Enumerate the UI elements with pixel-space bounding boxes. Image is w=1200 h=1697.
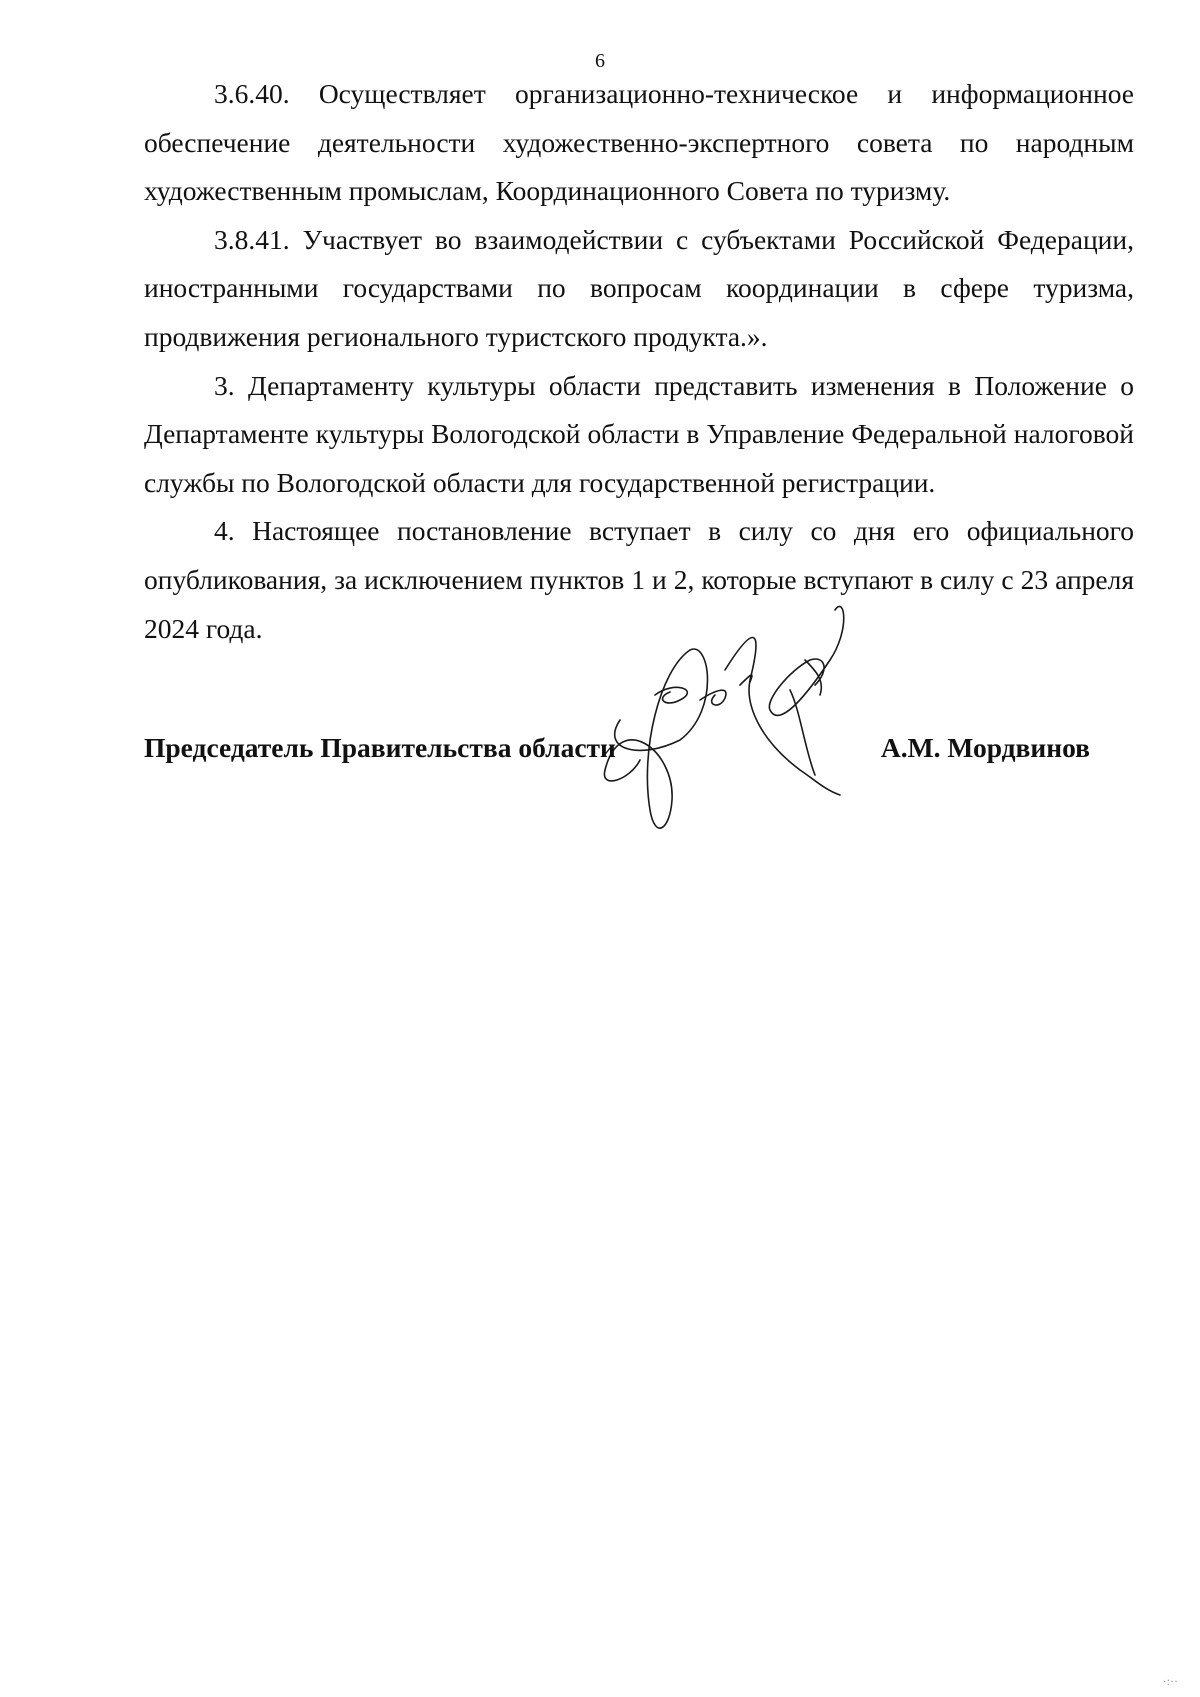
paragraph-3-8-41: 3.8.41. Участвует во взаимодействии с субъектами Российской Федерации, иностранными государствами по вопросам координации в сфере туризма, продвижения регионального туристского продукта.».	[144, 223, 1134, 352]
document-body	[144, 70, 1134, 653]
paragraph-3-6-40: 3.6.40. Осуществляет организационно-техническое и информационное обеспечение деятельности художественно-экспертного совета по народным художественным промыслам, Координационного Совета по туризму.	[144, 78, 1134, 207]
page-number: 6	[595, 50, 605, 72]
paragraph-3: 3. Департаменту культуры области представить изменения в Положение о Департаменте культуры Вологодской области в Управление Федеральной налоговой службы по Вологодской области для государственной регистрации.	[144, 369, 1134, 498]
signatory-position: Председатель Правительства области	[144, 732, 616, 763]
signatory-name: А.М. Мордвинов	[880, 732, 1090, 763]
scan-mark: ·:··	[1162, 1674, 1178, 1688]
handwritten-signature	[600, 600, 860, 860]
paragraph-4: 4. Настоящее постановление вступает в силу со дня его официального опубликования, за исключением пунктов 1 и 2, которые вступают в силу с 23 апреля 2024 года.	[144, 515, 1134, 644]
